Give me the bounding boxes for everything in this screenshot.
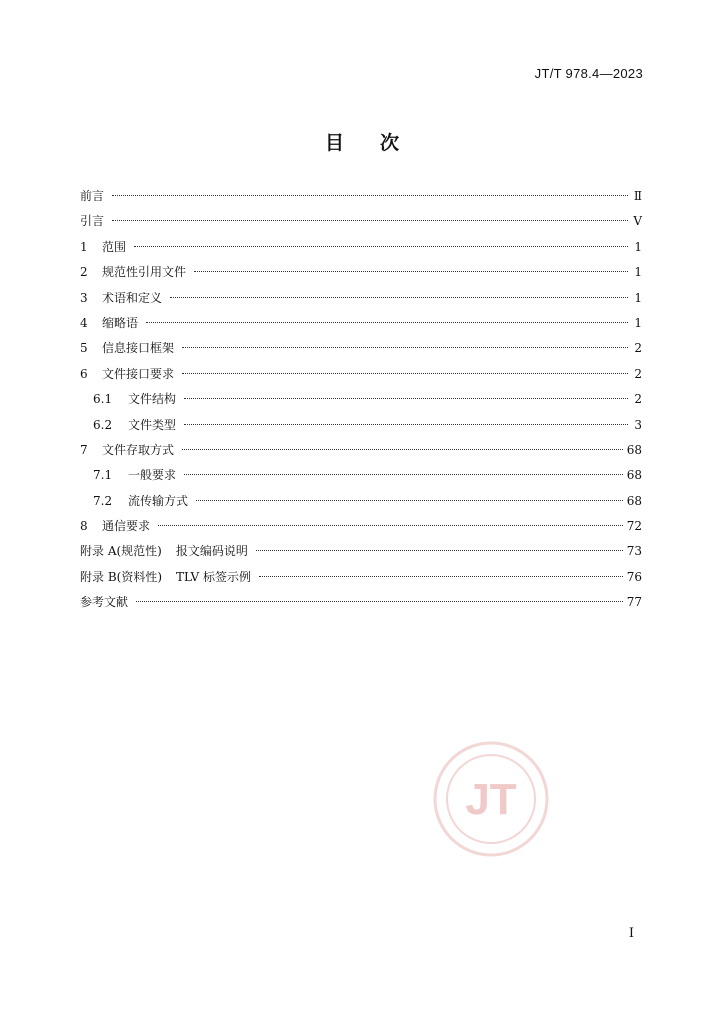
- toc-entry-number: 2: [80, 265, 88, 280]
- toc-entry-terms-definitions[interactable]: [80, 286, 642, 311]
- toc-entry-page: 2: [634, 392, 642, 407]
- toc-entry-number: 7.1: [93, 468, 113, 483]
- toc-entry-number: 6.2: [93, 417, 113, 432]
- toc-entry-label: 参考文献: [80, 595, 129, 610]
- dot-leader: [256, 550, 623, 551]
- dot-leader: [194, 271, 628, 272]
- toc-entry-label: 术语和定义: [102, 290, 163, 305]
- dot-leader: [196, 500, 623, 501]
- dot-leader: [136, 601, 623, 602]
- page-title: [0, 128, 724, 155]
- toc-entry-page: 1: [634, 239, 642, 254]
- toc-entry-annex-a[interactable]: [80, 539, 642, 564]
- toc-entry-page: 73: [626, 544, 642, 559]
- toc-entry-number: 4: [80, 315, 88, 330]
- toc-entry-label: TLV 标签示例: [176, 569, 252, 584]
- toc-entry-number: 5: [80, 341, 88, 356]
- toc-entry-number: 8: [80, 519, 88, 534]
- toc-entry-communication[interactable]: [80, 514, 642, 539]
- toc-entry-label: 一般要求: [128, 468, 177, 483]
- toc-entry-file-interface[interactable]: [80, 362, 642, 387]
- dot-leader: [184, 424, 628, 425]
- toc-entry-page: 1: [634, 290, 642, 305]
- toc-entry-label: 文件存取方式: [102, 442, 175, 457]
- dot-leader: [182, 373, 628, 374]
- toc-entry-page: 68: [626, 468, 642, 483]
- toc-entry-label: 流传输方式: [128, 493, 189, 508]
- toc-entry-label: 文件接口要求: [102, 366, 175, 381]
- toc-entry-number: 7.2: [93, 493, 113, 508]
- toc-entry-label: 文件结构: [128, 392, 177, 407]
- toc-entry-normative-references[interactable]: [80, 260, 642, 285]
- dot-leader: [182, 449, 623, 450]
- toc-entry-label: 前言: [80, 189, 105, 203]
- toc-entry-page: Ⅴ: [633, 214, 642, 229]
- toc-entry-page: 1: [634, 315, 642, 330]
- toc-entry-number: 6.1: [93, 392, 113, 407]
- dot-leader: [112, 195, 628, 196]
- toc-entry-page: 77: [626, 595, 642, 610]
- watermark-text: JT: [465, 775, 517, 824]
- toc-entry-page: Ⅱ: [633, 189, 642, 203]
- toc-entry-label: 规范性引用文件: [102, 265, 187, 280]
- toc-entry-label: 通信要求: [102, 519, 151, 534]
- dot-leader: [146, 322, 628, 323]
- toc-entry-page: 68: [626, 442, 642, 457]
- standard-code: JT/T 978.4—2023: [534, 66, 643, 81]
- dot-leader: [170, 297, 628, 298]
- toc-entry-label: 报文编码说明: [175, 544, 248, 559]
- toc-entry-number: 1: [80, 239, 88, 254]
- toc-entry-introduction[interactable]: [80, 209, 642, 234]
- table-of-contents: [80, 184, 642, 616]
- toc-entry-page: 1: [634, 265, 642, 280]
- toc-entry-page: 72: [626, 519, 642, 534]
- toc-entry-streaming[interactable]: [80, 489, 642, 514]
- toc-entry-file-types[interactable]: [80, 413, 642, 438]
- dot-leader: [184, 398, 628, 399]
- toc-entry-page: 2: [634, 341, 642, 356]
- dot-leader: [182, 347, 628, 348]
- toc-entry-number: 附录 B(资料性): [80, 569, 162, 584]
- toc-entry-number: 3: [80, 290, 88, 305]
- title-char-2: 次: [380, 132, 400, 154]
- toc-entry-label: 范围: [102, 239, 127, 254]
- dot-leader: [259, 576, 623, 577]
- dot-leader: [158, 525, 623, 526]
- toc-entry-bibliography[interactable]: [80, 590, 642, 615]
- jt-watermark-logo: [432, 740, 550, 858]
- toc-entry-label: 缩略语: [102, 315, 139, 330]
- toc-entry-label: 信息接口框架: [102, 341, 175, 356]
- toc-entry-number: 附录 A(规范性): [80, 544, 162, 559]
- toc-entry-file-access[interactable]: [80, 438, 642, 463]
- toc-entry-page: 68: [626, 493, 642, 508]
- toc-entry-label: 文件类型: [128, 417, 177, 432]
- dot-leader: [134, 246, 628, 247]
- toc-entry-page: 76: [626, 569, 642, 584]
- page-number: I: [628, 926, 634, 941]
- toc-entry-foreword[interactable]: [80, 184, 642, 209]
- toc-entry-page: 2: [634, 366, 642, 381]
- toc-entry-number: 7: [80, 442, 88, 457]
- title-char-1: 目: [324, 132, 344, 154]
- toc-entry-abbreviations[interactable]: [80, 311, 642, 336]
- toc-entry-scope[interactable]: [80, 235, 642, 260]
- toc-entry-annex-b[interactable]: [80, 565, 642, 590]
- dot-leader: [112, 220, 628, 221]
- toc-entry-page: 3: [634, 417, 642, 432]
- toc-entry-interface-framework[interactable]: [80, 336, 642, 361]
- dot-leader: [184, 474, 623, 475]
- toc-entry-general-requirements[interactable]: [80, 463, 642, 488]
- toc-entry-file-structure[interactable]: [80, 387, 642, 412]
- toc-entry-label: 引言: [80, 214, 105, 229]
- toc-entry-number: 6: [80, 366, 88, 381]
